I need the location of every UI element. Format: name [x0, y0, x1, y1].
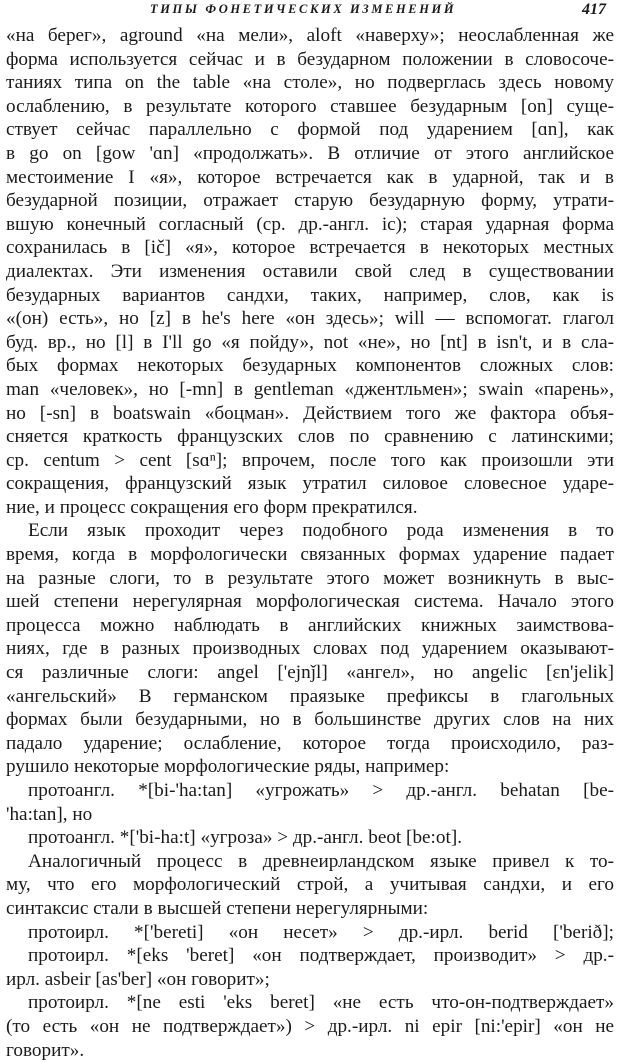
text-line: ср. centum > cent [sɑⁿ]; впрочем, после того как произошли эти — [6, 449, 614, 471]
text-line: на разные слоги, то в результате этого может возникнуть в выс- — [6, 567, 614, 589]
example-line: протоирл. *[ne esti 'eks beret] «не есть что-он-подтверждает» — [28, 992, 614, 1014]
text-line: рушило некоторые морфологические ряды, например: — [6, 756, 450, 778]
paragraph-end-line: ние, и процесс сокращения его форм прекратился. — [6, 496, 418, 518]
text-line: man «человек», но [-mn] в gentleman «джентльмен»; swain «парень», — [6, 378, 614, 400]
example-line: ирл. asbeir [as'ber] «он говорит»; — [6, 968, 270, 990]
text-line: бых формах некоторых безударных компонентов сложных слов: — [6, 355, 614, 377]
text-line: «на берег», aground «на мели», aloft «наверху»; неослабленная же — [6, 25, 614, 46]
text-line: падало ударение; ослабление, которое тогда происходило, раз- — [6, 732, 614, 754]
text-line: в go on [gow 'ɑn] «продолжать». В отличие от этого английское — [6, 142, 614, 164]
running-head — [0, 2, 620, 22]
text-line: таниях типа on the table «на столе», но подверглась здесь новому — [6, 72, 614, 94]
text-line: буд. вр., но [l] в I'll go «я пойду», not «не», но [nt] в isn't, и в сла- — [6, 331, 614, 353]
text-line: диалектах. Эти изменения оставили свой след в существовании — [6, 260, 614, 282]
text-line: синтаксис стали в высшей степени нерегулярными: — [6, 897, 429, 919]
text-line: шей степени нерегулярная морфологическая система. Начало этого — [6, 591, 614, 613]
text-line: безударной позиции, отражает старую безударную форму, утрати- — [6, 190, 614, 212]
text-line: вшую конечный согласный (ср. др.-англ. ic); старая ударная форма — [6, 213, 614, 235]
text-line: форма используется сейчас и в безударном положении в словосоче- — [6, 48, 614, 70]
text-line: формах были безударными, но в большинстве других слов на них — [6, 709, 614, 731]
example-line: протоирл. *[eks 'beret] «он подтверждает, производит» > др.- — [28, 945, 614, 967]
text-line: местоимение I «я», которое встречается как в ударной, так и в — [6, 166, 614, 188]
text-line: сокращения, французский язык утратил силовое словесное ударе- — [6, 473, 614, 495]
text-line: время, когда в морфологически связанных формах ударение падает — [6, 544, 614, 566]
text-line: му, что его морфологический строй, а учитывая сандхи, и его — [6, 874, 614, 896]
text-line: процесса можно наблюдать в английских книжных заимствова- — [6, 614, 614, 636]
paragraph-start-line: Аналогичный процесс в древнеирландском языке привел к то- — [28, 850, 614, 872]
text-line: «(он) есть», но [z] в he's here «он здесь»; will — вспомогат. глагол — [6, 308, 614, 330]
example-line: протоирл. *['bereti] «он несет» > др.-ирл. berid ['berið]; — [28, 921, 614, 943]
example-line: 'ha:tan], но — [6, 803, 93, 825]
example-line: протоангл. *['bi-ha:t] «угроза» > др.-англ. beot [be:ot]. — [28, 827, 463, 849]
running-title: ТИПЫ ФОНЕТИЧЕСКИХ ИЗМЕНЕНИЙ — [150, 2, 457, 16]
text-line: сохранилась в [ič] «я», которое встречается в некоторых местных — [6, 237, 614, 259]
body-text — [6, 24, 614, 1062]
text-line: сняется краткость французских слов по сравнению с латинскими; — [6, 426, 614, 448]
example-line: (то есть «он не подтверждает») > др.-ирл. ni epir [ni:'epir] «он не — [6, 1015, 614, 1037]
example-line: протоангл. *[bi-'ha:tan] «угрожать» > др.-англ. behatan [be- — [28, 780, 614, 801]
text-line: ся различные слоги: angel ['ejnǰl] «ангел», но angelic [ɛn'jelik] — [6, 662, 614, 684]
text-line: «ангельский» В германском праязыке префиксы в глагольных — [6, 685, 614, 707]
page-number: 417 — [582, 1, 606, 18]
text-line: ослаблению, в результате которого ставшее безударным [on] суще- — [6, 95, 614, 117]
text-line: но [-sn] в boatswain «боцман». Действием того же фактора объя- — [6, 402, 614, 424]
text-line: ниях, где в разных производных словах под ударением оказывают- — [6, 638, 614, 660]
text-line: ствует сейчас параллельно с формой под ударением [ɑn], как — [6, 119, 614, 141]
paragraph-end-line: говорит». — [6, 1039, 85, 1061]
text-line: безударных вариантов сандхи, таких, например, слов, как is — [6, 284, 614, 306]
paragraph-start-line: Если язык проходит через подобного рода изменения в то — [28, 520, 614, 542]
